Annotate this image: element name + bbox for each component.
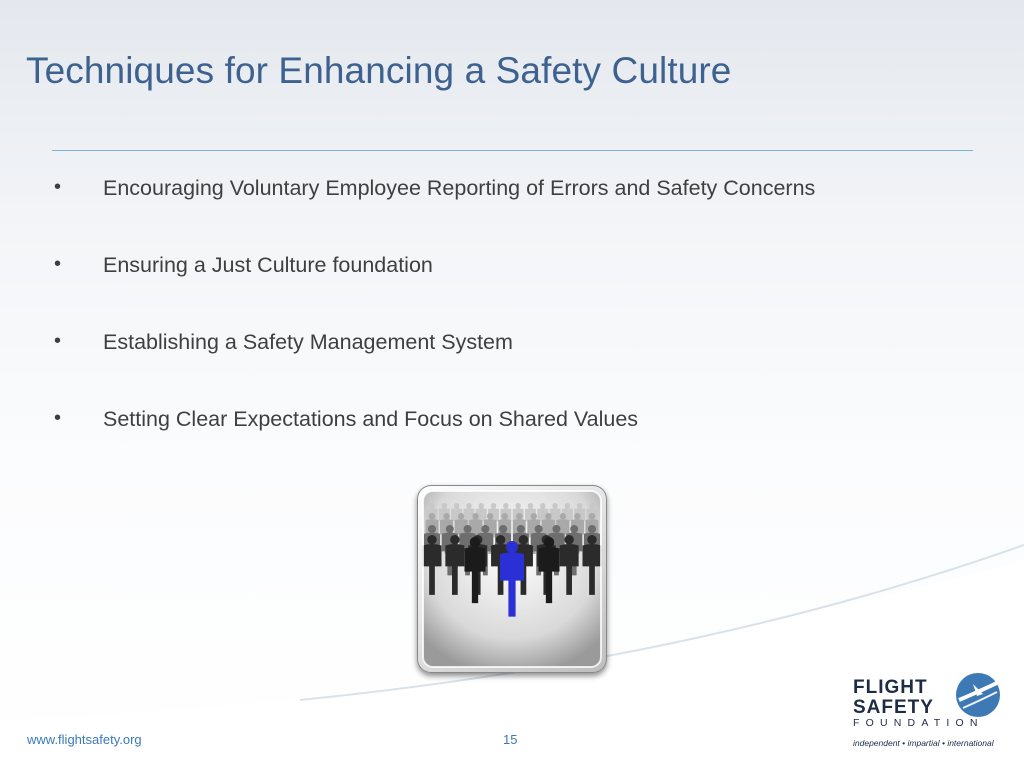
logo-line-2: SAFETY	[853, 697, 934, 718]
bullet-glyph: •	[54, 330, 62, 352]
bullet-text: Ensuring a Just Culture foundation	[103, 253, 433, 277]
bullet-text: Establishing a Safety Management System	[103, 330, 513, 354]
bullet-glyph: •	[54, 176, 62, 198]
bullet-item	[52, 253, 992, 330]
bullet-text: Encouraging Voluntary Employee Reporting of Errors and Safety Concerns	[103, 176, 816, 200]
bullet-text: Setting Clear Expectations and Focus on Shared Values	[103, 407, 639, 431]
bullet-list	[52, 176, 992, 484]
slide-title: Techniques for Enhancing a Safety Culture	[26, 50, 732, 91]
title-divider	[52, 150, 973, 151]
airplane-globe-icon	[953, 670, 1003, 720]
bullet-item	[52, 407, 992, 484]
flight-safety-foundation-logo	[850, 668, 1010, 754]
bullet-item	[52, 176, 992, 253]
footer-website-link[interactable]: www.flightsafety.org	[27, 732, 142, 747]
bullet-item	[52, 330, 992, 407]
logo-line-3: FOUNDATION	[853, 717, 984, 729]
logo-line-1: FLIGHT	[853, 677, 928, 698]
bullet-glyph: •	[54, 253, 62, 275]
logo-tagline: independent • impartial • international	[853, 738, 994, 748]
crowd-image	[417, 485, 607, 673]
crowd-with-highlighted-person-icon	[417, 485, 607, 673]
bullet-glyph: •	[54, 407, 62, 429]
page-number: 15	[503, 732, 518, 747]
